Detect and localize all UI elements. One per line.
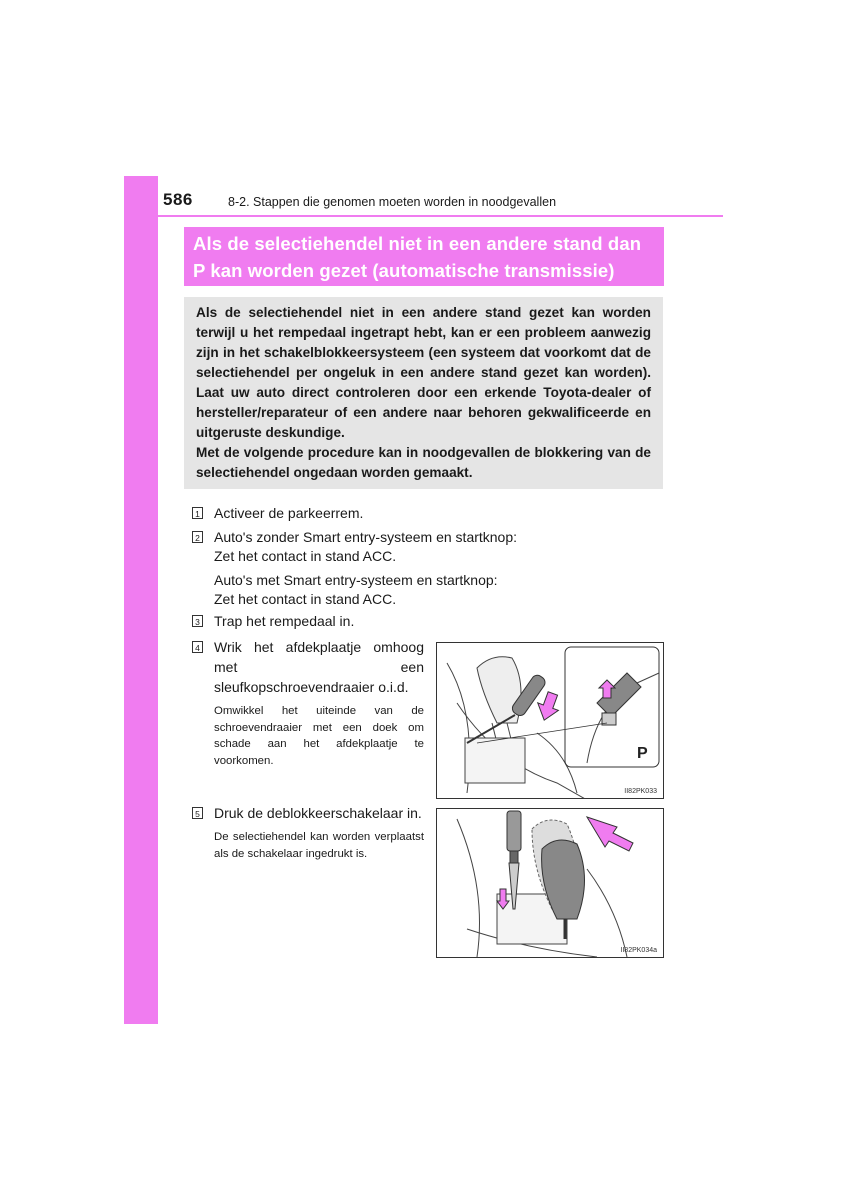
step-block [214,637,424,769]
move-arrow-icon [587,817,633,851]
notice-paragraph-1: Als de selectiehendel niet in een andere stand gezet kan worden terwijl u het rempedaal ingetrapt hebt, kan er een probleem aanwezig zijn in het schakelblokkeersysteem (een systeem dat voorkomt dat de selectiehendel per ongeluk in een andere stand gezet kan worden). Laat uw auto direct controleren door een erkende Toyota-dealer of hersteller/reparateur of een andere naar behoren gekwalificeerde en uitgeruste deskundige. [196,305,651,440]
shift-release-illustration [437,809,664,958]
step-number: 2 [192,531,203,543]
step-text: Trap het rempedaal in. [214,613,355,629]
step-text: Activeer de parkeerrem. [214,505,364,521]
step-text: Wrik het afdekplaatje omhoog met een sleufkopschroevendraaier o.i.d. [214,639,424,695]
figure-shift-cover-removal [436,642,664,799]
topic-heading-line-2: P kan worden gezet (automatische transmissie) [193,260,615,281]
step-text-line: Zet het contact in stand ACC. [214,591,397,607]
step-number: 3 [192,615,203,627]
step-note: Omwikkel het uiteinde van de schroevendraaier met een doek om schade aan het afdekplaatje te voorkomen. [214,705,424,767]
figure-code: II82PK033 [624,788,657,795]
step-text-line: Zet het contact in stand ACC. [214,548,397,564]
figure-code: II82PK034a [620,947,657,954]
step-number: 5 [192,807,203,819]
step-text-line: Auto's zonder Smart entry-systeem en startknop: [214,529,518,545]
step-block [214,803,424,862]
step-text-line: Auto's met Smart entry-systeem en startknop: [214,572,498,588]
p-label: P [637,745,648,762]
shift-cover-illustration [437,643,664,799]
topic-heading [184,227,664,286]
figure-release-button [436,808,664,958]
side-tab-bar [124,176,158,1024]
section-title: 8-2. Stappen die genomen moeten worden in noodgevallen [228,195,557,209]
step-note: De selectiehendel kan worden verplaatst als de schakelaar ingedrukt is. [214,831,424,860]
step-number: 1 [192,507,203,519]
page-number: 586 [163,190,193,209]
step-text: Druk de deblokkeerschakelaar in. [214,805,422,821]
topic-heading-line-1: Als de selectiehendel niet in een andere stand dan [193,233,642,254]
notice-paragraph-2: Met de volgende procedure kan in noodgevallen de blokkering van de selectiehendel ongedaan worden gemaakt. [196,445,651,480]
notice-box [184,297,663,489]
step-number: 4 [192,641,203,653]
header-divider [158,215,723,217]
